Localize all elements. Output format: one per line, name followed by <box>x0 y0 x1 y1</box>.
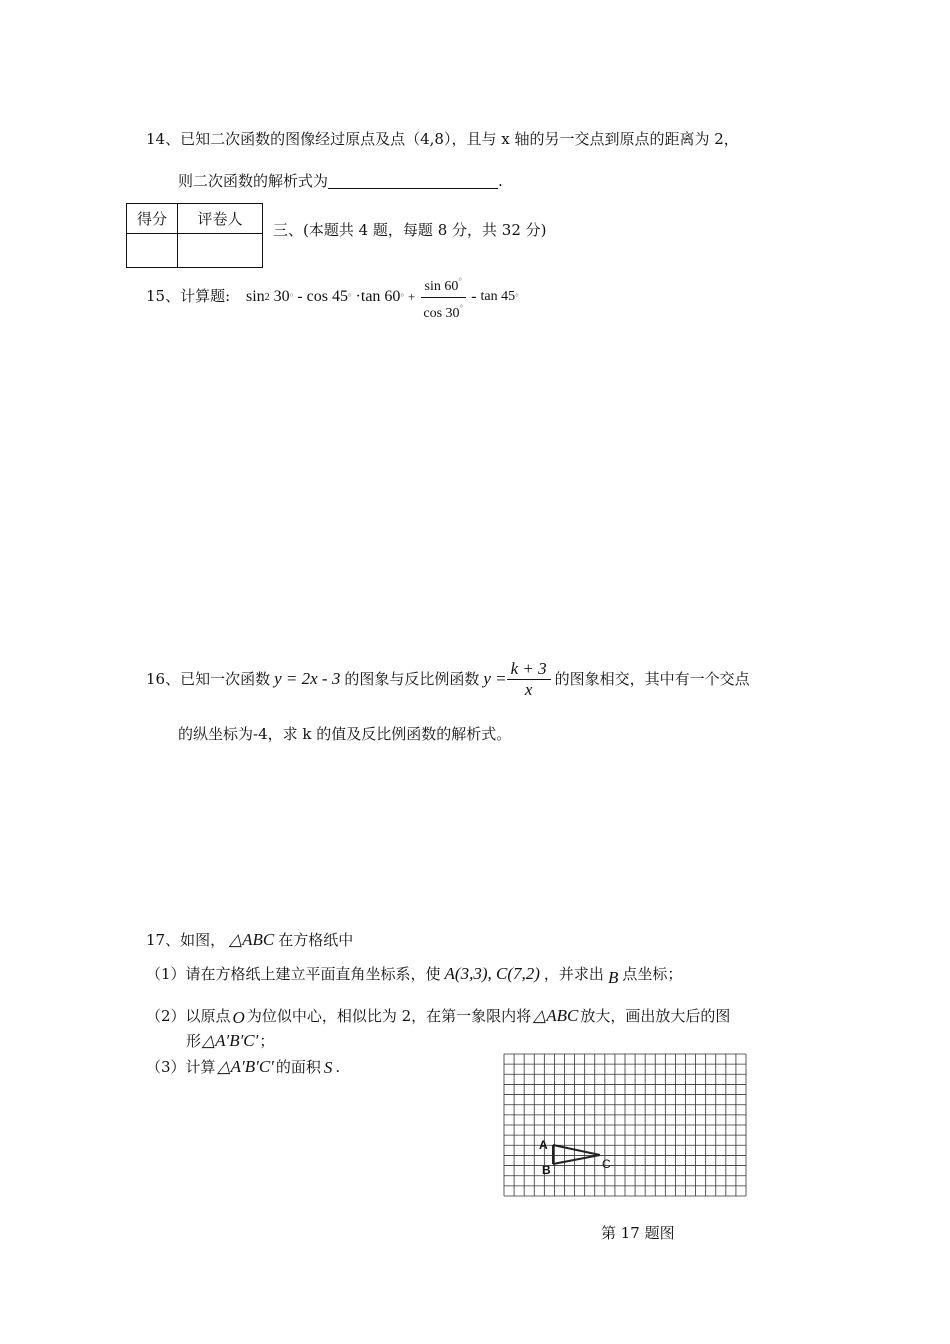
q17-p1-coords: A(3,3), C(7,2) <box>444 964 540 983</box>
score-header: 得分 <box>127 204 178 234</box>
q16-y-eq: y = <box>483 669 507 688</box>
q15-sin: sin <box>246 288 265 305</box>
q17-p2-triangle-2: △A′B′C′ <box>202 1031 259 1050</box>
q17-part1 <box>146 961 682 987</box>
q17-part3 <box>146 1056 340 1077</box>
grader-cell[interactable] <box>178 234 263 268</box>
q17-p3-suffix: . <box>335 1057 341 1076</box>
score-cell[interactable] <box>127 234 178 268</box>
q15-minus-1: - <box>297 288 303 305</box>
q15-minus-2: - <box>471 288 477 305</box>
q14-answer-blank[interactable] <box>328 174 498 189</box>
q17-p2-line2-suffix: ； <box>259 1032 275 1050</box>
q16-line1 <box>146 656 750 702</box>
q17-p2-O: O <box>232 1008 245 1027</box>
q17-p3-S: S <box>323 1058 333 1077</box>
q15-fraction: $\frac{\sin 60^\circ}{\cos 30^\circ}$ <box>419 271 467 324</box>
q16-prefix: 16、已知一次函数 <box>146 670 271 688</box>
q17-p2-prefix: （2）以原点 <box>146 1007 231 1025</box>
q14-line2-suffix: . <box>498 172 503 190</box>
q16-fraction <box>507 659 551 700</box>
q16-frac-den: x <box>524 679 533 699</box>
label-C: C <box>602 1157 611 1171</box>
q15-plus: + <box>408 289 416 304</box>
q17-p1-prefix: （1）请在方格纸上建立平面直角坐标系，使 <box>146 965 441 983</box>
q17-p2-triangle: △ABC <box>533 1006 579 1025</box>
q15-sin-power: 2 <box>264 291 270 303</box>
q17-p1-suffix: 点坐标； <box>622 965 683 983</box>
q15-prefix: 15、计算题: <box>146 287 231 305</box>
q15-frac-num: sin 60 <box>424 278 459 294</box>
q17-p3-triangle: △A′B′C′ <box>217 1056 274 1076</box>
q17-p2-mid: 为位似中心，相似比为 2，在第一象限内将 <box>246 1007 532 1025</box>
q16-suffix: 的图象相交，其中有一个交点 <box>554 670 750 688</box>
q15-cos45: cos 45 <box>306 288 348 305</box>
q17-grid-figure <box>500 1050 750 1200</box>
q17-p3-mid: 的面积 <box>275 1057 321 1076</box>
q17-p2-line2-prefix: 形 <box>186 1032 202 1050</box>
q14-line1: 14、已知二次函数的图像经过原点及点（4,8），且与 x 轴的另一交点到原点的距离为 2， <box>146 130 739 148</box>
q15-frac-den: cos 30 <box>423 305 460 321</box>
q14-line2-prefix: 则二次函数的解析式为 <box>178 172 329 190</box>
q17-p2-suffix: 放大，画出放大后的图 <box>580 1007 731 1025</box>
q17-p1-B: B <box>607 968 619 987</box>
triangle-abc <box>553 1145 600 1164</box>
q17-p3-prefix: （3）计算 <box>146 1057 216 1076</box>
q15-tan45: tan 45 <box>480 289 516 304</box>
q17-part2-line2 <box>186 1032 274 1050</box>
q15-30: 30 <box>273 288 290 305</box>
q15-expression: sin 2 30 ° - cos 45 ° ·tan 60 ° + $\frac{\sin 60^\circ}{\cos 30^\circ}$ - tan 45 ° <box>246 272 519 322</box>
side-ac <box>553 1145 600 1155</box>
q17-title <box>146 931 353 949</box>
side-bc <box>553 1155 600 1164</box>
q16-mid: 的图象与反比例函数 <box>344 670 480 688</box>
q16-frac-num: k + 3 <box>507 659 551 680</box>
score-table <box>126 203 263 268</box>
q17-title-triangle: △ABC <box>229 930 275 949</box>
q14-line2 <box>178 172 503 190</box>
q17-title-suffix: 在方格纸中 <box>278 931 354 949</box>
grid-lines <box>504 1054 746 1196</box>
q16-line2: 的纵坐标为-4，求 k 的值及反比例函数的解析式。 <box>178 725 512 743</box>
q17-part2 <box>146 1004 730 1028</box>
figure-caption: 第 17 题图 <box>601 1224 675 1242</box>
q17-p1-mid: ，并求出 <box>543 965 604 983</box>
label-A: A <box>539 1138 548 1152</box>
section-3-title: 三、(本题共 4 题，每题 8 分，共 32 分) <box>273 221 547 239</box>
grader-header: 评卷人 <box>178 204 263 234</box>
q16-linear-function: y = 2x - 3 <box>274 669 341 688</box>
q17-title-prefix: 17、如图， <box>146 931 226 949</box>
label-B: B <box>542 1163 551 1177</box>
q15-tan60: ·tan 60 <box>355 288 401 305</box>
